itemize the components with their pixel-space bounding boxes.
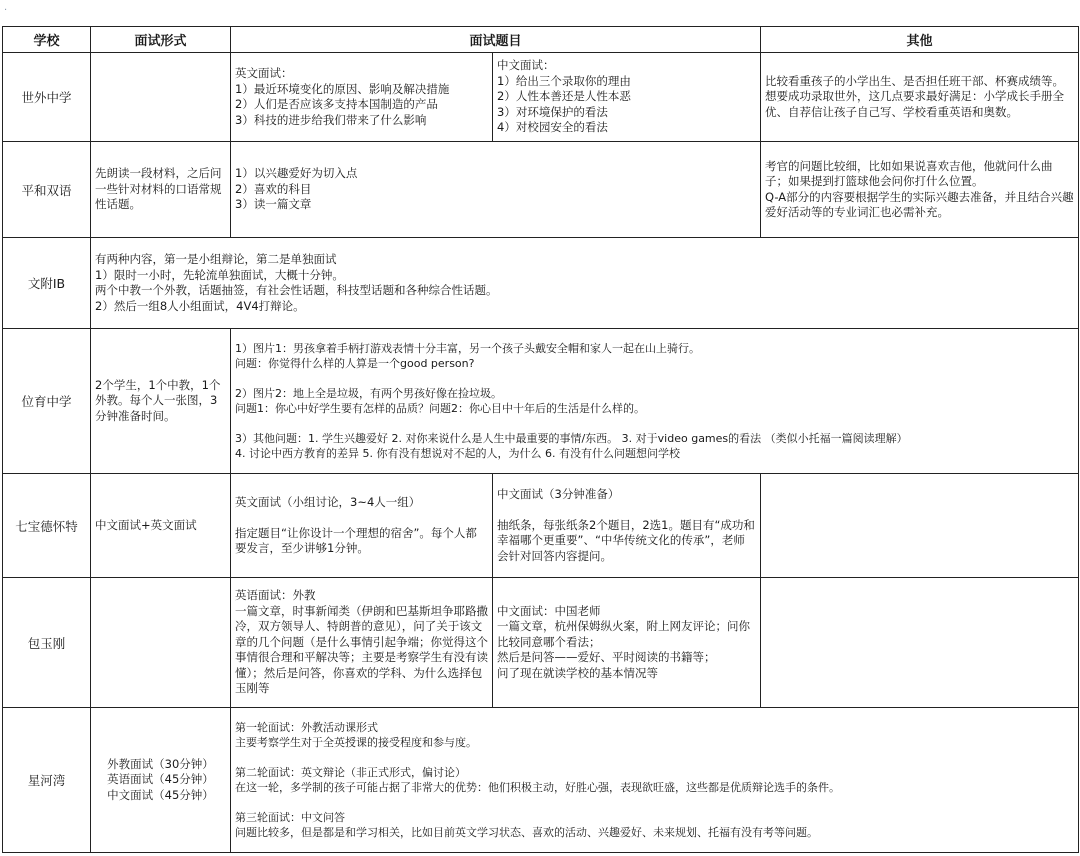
header-questions: 面试题目 <box>231 27 761 53</box>
table-row <box>3 708 1079 853</box>
table-row <box>3 238 1079 329</box>
questions-cell: 1）以兴趣爱好为切入点 2）喜欢的科目 3）读一篇文章 <box>231 142 761 238</box>
school-name: 星河湾 <box>3 708 91 853</box>
questions-cell: 第一轮面试：外教活动课形式 主要考察学生对于全英授课的接受程度和参与度。 第二轮面试：英文辩论（非正式形式，偏讨论） 在这一轮，多学制的孩子可能占据了非常大的优势：他们积极主动，好胜心强，表现欲旺盛，这些都是优质辩论选手的条件。 第三轮面试：中文问答 问题比较多，但是都是和学习相关，比如目前英文学习状态、喜欢的活动、兴趣爱好、未来规划、托福有没有考等问题。 <box>231 708 1079 853</box>
school-name: 世外中学 <box>3 53 91 142</box>
content-cell: 有两种内容，第一是小组辩论，第二是单独面试 1）限时一小时，先轮流单独面试，大概十分钟。 两个中教一个外教，话题抽签，有社会性话题，科技型话题和各种综合性话题。 2）然后一组8人小组面试，4V4打辩论。 <box>91 238 1079 329</box>
chinese-questions: 中文面试： 1）给出三个录取你的理由 2）人性本善还是人性本恶 3）对环境保护的看法 4）对校园安全的看法 <box>493 53 761 142</box>
format-cell <box>91 578 231 708</box>
english-questions: 英文面试： 1）最近环境变化的原因、影响及解决措施 2）人们是否应该多支持本国制造的产品 3）科技的进步给我们带来了什么影响 <box>231 53 493 142</box>
corner-mark: . <box>4 2 8 13</box>
format-cell: 中文面试+英文面试 <box>91 474 231 578</box>
table-row <box>3 53 1079 142</box>
school-name: 文附IB <box>3 238 91 329</box>
format-cell <box>91 53 231 142</box>
school-name: 七宝德怀特 <box>3 474 91 578</box>
table-row <box>3 329 1079 474</box>
header-school: 学校 <box>3 27 91 53</box>
other-notes: 比较看重孩子的小学出生、是否担任班干部、杯赛成绩等。想要成功录取世外，这几点要求最好满足：小学成长手册全优、自荐信让孩子自己写、学校看重英语和奥数。 <box>761 53 1079 142</box>
header-other: 其他 <box>761 27 1079 53</box>
format-cell: 外教面试（30分钟） 英语面试（45分钟） 中文面试（45分钟） <box>91 708 231 853</box>
table-row <box>3 474 1079 578</box>
school-name: 平和双语 <box>3 142 91 238</box>
other-notes <box>761 578 1079 708</box>
table-row <box>3 142 1079 238</box>
format-cell: 先朗读一段材料，之后问一些针对材料的口语常规性话题。 <box>91 142 231 238</box>
chinese-questions: 中文面试（3分钟准备） 抽纸条，每张纸条2个题目，2选1。题目有“成功和幸福哪个更重要”、“中华传统文化的传承”，老师会针对回答内容提问。 <box>493 474 761 578</box>
questions-cell: 1）图片1：男孩拿着手柄打游戏表情十分丰富，另一个孩子头戴安全帽和家人一起在山上骑行。 问题：你觉得什么样的人算是一个good person? 2）图片2：地上全是垃圾，有两个男孩好像在捡垃圾。 问题1：你心中好学生要有怎样的品质？问题2：你心目中十年后的生活是什么样的。 3）其他问题：1. 学生兴趣爱好 2. 对你来说什么是人生中最重要的事情/东西。 3. 对于video games的看法 （类似小托福一篇阅读理解） 4. 讨论中西方教育的差异 5. 你有没有想说对不起的人，为什么 6. 有没有什么问题想问学校 <box>231 329 1079 474</box>
other-notes <box>761 474 1079 578</box>
header-row <box>3 27 1079 53</box>
english-questions: 英语面试：外教 一篇文章，时事新闻类（伊朗和巴基斯坦争耶路撒冷，双方领导人、特朗普的意见），问了关于该文章的几个问题（是什么事情引起争端；你觉得这个事情很合理和平解决等；主要是考察学生有没有读懂）；然后是问答，你喜欢的学科、为什么选择包玉刚等 <box>231 578 493 708</box>
header-format: 面试形式 <box>91 27 231 53</box>
interview-table <box>2 26 1079 853</box>
table-row <box>3 578 1079 708</box>
school-name: 位育中学 <box>3 329 91 474</box>
english-questions: 英文面试（小组讨论，3~4人一组） 指定题目“让你设计一个理想的宿舍”。每个人都要发言，至少讲够1分钟。 <box>231 474 493 578</box>
other-notes: 考官的问题比较细，比如如果说喜欢吉他，他就问什么曲子；如果提到打篮球他会问你打什么位置。 Q-A部分的内容要根据学生的实际兴趣去准备，并且结合兴趣爱好活动等的专业词汇也必需补充。 <box>761 142 1079 238</box>
school-name: 包玉刚 <box>3 578 91 708</box>
format-cell: 2个学生，1个中教，1个外教。每个人一张图，3分钟准备时间。 <box>91 329 231 474</box>
chinese-questions: 中文面试：中国老师 一篇文章，杭州保姆纵火案，附上网友评论；问你比较同意哪个看法； 然后是问答——爱好、平时阅读的书籍等； 问了现在就读学校的基本情况等 <box>493 578 761 708</box>
